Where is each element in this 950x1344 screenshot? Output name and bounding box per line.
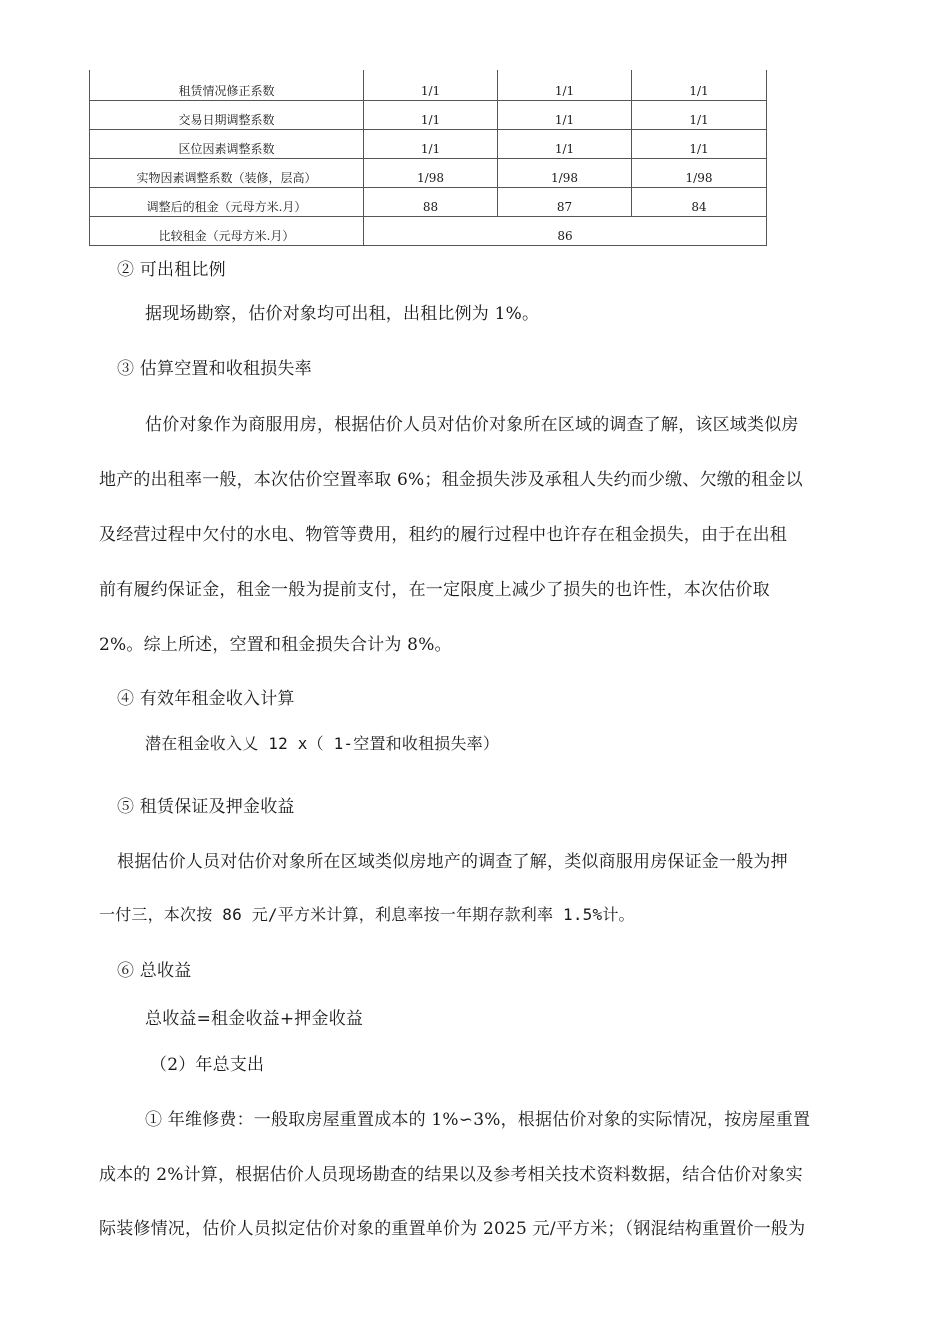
cell-value: 1/1: [498, 101, 632, 130]
paragraph-line: 成本的 2%计算，根据估价人员现场勘查的结果以及参考相关技术资料数据，结合估价对象实: [99, 1165, 803, 1185]
cell-value: 1/1: [632, 130, 767, 159]
section-heading: ③ 估算空置和收租损失率: [117, 359, 312, 379]
cell-value: 1/1: [364, 70, 498, 101]
row-label: 区位因素调整系数: [90, 130, 364, 159]
paragraph-line: 一付三，本次按 86 元/平方米计算，利息率按一年期存款利率 1.5%计。: [99, 905, 635, 924]
section-heading: ⑥ 总收益: [117, 961, 192, 981]
cell-value: 1/1: [498, 70, 632, 101]
paragraph-line: 根据估价人员对估价对象所在区域类似房地产的调查了解，类似商服用房保证金一般为押: [117, 852, 788, 872]
row-label: 实物因素调整系数（装修，层高）: [90, 159, 364, 188]
paragraph: 据现场勘察，估价对象均可出租，出租比例为 1%。: [145, 304, 540, 324]
section-heading: ⑤ 租赁保证及押金收益: [117, 797, 295, 817]
table-summary-row: [90, 217, 767, 246]
cell-value: 1/1: [364, 130, 498, 159]
paragraph-line: 际装修情况，估价人员拟定估价对象的重置单价为 2025 元/平方米；（钢混结构重置价一般为: [99, 1219, 806, 1239]
cell-value: 88: [364, 188, 498, 217]
table-row: [90, 70, 767, 101]
row-label: 比较租金（元母方米.月）: [90, 217, 364, 246]
cell-value: 1/1: [364, 101, 498, 130]
cell-value: 84: [632, 188, 767, 217]
cell-value: 1/98: [498, 159, 632, 188]
paragraph-line: ① 年维修费：一般取房屋重置成本的 1%∽3%，根据估价对象的实际情况，按房屋重置: [145, 1110, 811, 1130]
paragraph-line: 及经营过程中欠付的水电、物管等费用，租约的履行过程中也许存在租金损失，由于在出租: [99, 525, 787, 545]
paragraph-line: 2%。综上所述，空置和租金损失合计为 8%。: [99, 635, 452, 655]
cell-value: 1/98: [632, 159, 767, 188]
cell-value: 1/1: [632, 101, 767, 130]
section-heading: ② 可出租比例: [117, 260, 226, 280]
paragraph-line: 地产的出租率一般，本次估价空置率取 6%；租金损失涉及承租人失约而少缴、欠缴的租金以: [99, 470, 803, 490]
comparison-rent-value: 86: [364, 217, 767, 246]
row-label: 交易日期调整系数: [90, 101, 364, 130]
cell-value: 1/1: [632, 70, 767, 101]
table-row: [90, 101, 767, 130]
table-row: [90, 130, 767, 159]
paragraph-line: 估价对象作为商服用房，根据估价人员对估价对象所在区域的调查了解，该区域类似房: [145, 415, 799, 435]
table-row: [90, 188, 767, 217]
section-heading: ④ 有效年租金收入计算: [117, 689, 295, 709]
table-row: [90, 159, 767, 188]
cell-value: 87: [498, 188, 632, 217]
row-label: 调整后的租金（元母方米.月）: [90, 188, 364, 217]
section-heading: （2）年总支出: [150, 1055, 265, 1075]
formula: 潜在租金收入乂 12 x（ 1-空置和收租损失率）: [145, 734, 500, 753]
cell-value: 1/1: [498, 130, 632, 159]
paragraph-line: 前有履约保证金，租金一般为提前支付，在一定限度上减少了损失的也许性，本次估价取: [99, 580, 770, 600]
row-label: 租赁情况修正系数: [90, 70, 364, 101]
cell-value: 1/98: [364, 159, 498, 188]
rent-adjustment-table: [89, 70, 767, 246]
formula: 总收益=租金收益+押金收益: [145, 1009, 364, 1029]
